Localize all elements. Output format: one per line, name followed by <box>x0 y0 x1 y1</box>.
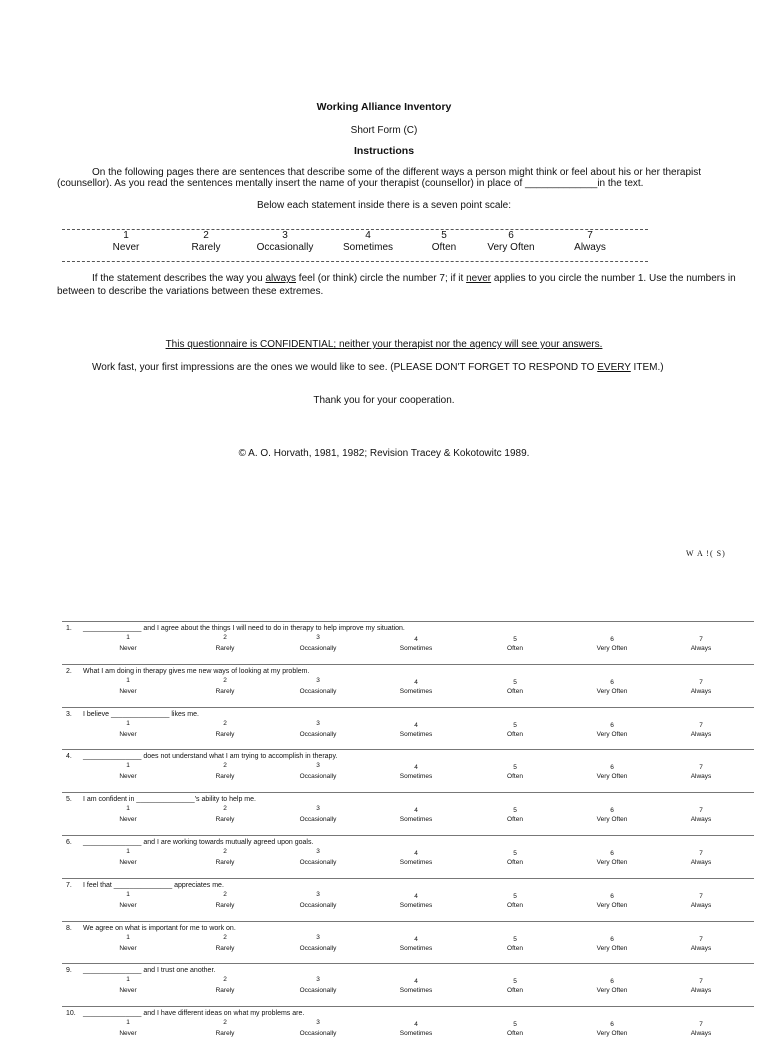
item-scale-label: Very Often <box>596 773 628 781</box>
item-scale-label: Always <box>690 901 712 909</box>
item-scale-option[interactable]: 6 <box>610 935 614 943</box>
scale-number: 2 <box>203 230 209 241</box>
item-scale-label: Rarely <box>215 687 235 695</box>
scale-number: 3 <box>282 230 288 241</box>
work-fast-note <box>92 362 664 374</box>
item-scale-label: Always <box>690 987 712 995</box>
item-scale-label: Very Often <box>596 816 628 824</box>
item-number: 3. <box>66 710 72 718</box>
item-scale-label: Very Often <box>596 730 628 738</box>
item-rule <box>62 749 754 750</box>
item-scale-label: Often <box>507 944 523 952</box>
scale-label: Sometimes <box>342 242 393 253</box>
item-scale-option[interactable]: 5 <box>513 978 517 986</box>
item-scale-label: Always <box>690 687 712 695</box>
item-number: 6. <box>66 839 72 846</box>
item-scale-label: Never <box>119 944 137 952</box>
circle-instruction <box>92 273 736 285</box>
item-scale-label: Sometimes <box>399 773 433 781</box>
item-scale-label: Very Often <box>596 859 628 866</box>
item-scale-option[interactable]: 6 <box>610 807 614 815</box>
item-scale-option[interactable]: 3 <box>316 634 320 641</box>
item-scale-option[interactable]: 3 <box>316 1019 320 1027</box>
item-scale-option[interactable]: 4 <box>414 1021 418 1029</box>
item-scale-label: Sometimes <box>399 730 433 738</box>
item-scale-option[interactable]: 7 <box>699 892 703 900</box>
item-statement: _______________ does not understand what I am trying to accomplish in therapy. <box>83 753 338 761</box>
item-rule <box>62 621 754 622</box>
page-title: Working Alliance Inventory <box>316 101 452 113</box>
item-rule <box>62 835 754 836</box>
item-scale-option[interactable]: 1 <box>126 719 130 727</box>
item-scale-option[interactable]: 3 <box>316 762 320 770</box>
item-scale-option[interactable]: 6 <box>610 892 614 900</box>
item-scale-label: Rarely <box>215 987 235 995</box>
item-scale-option[interactable]: 4 <box>414 764 418 772</box>
item-scale-label: Sometimes <box>399 1030 433 1037</box>
item-scale-label: Rarely <box>215 773 235 781</box>
item-scale-option[interactable]: 1 <box>126 762 130 770</box>
scale-number: 6 <box>508 230 514 241</box>
scale-label: Rarely <box>191 242 221 253</box>
item-statement: We agree on what is important for me to work on. <box>83 924 236 932</box>
item-scale-label: Never <box>119 816 137 824</box>
item-scale-label: Rarely <box>215 859 235 866</box>
scale-number: 4 <box>365 230 371 241</box>
item-scale-label: Always <box>690 859 712 866</box>
item-scale-label: Never <box>119 730 137 738</box>
item-scale-label: Very Often <box>596 944 628 952</box>
item-scale-option[interactable]: 7 <box>699 978 703 986</box>
copyright-note: © A. O. Horvath, 1981, 1982; Revision Tracey & Kokotowitc 1989. <box>238 448 530 459</box>
item-scale-label: Always <box>690 730 712 738</box>
item-number: 10. <box>66 1010 76 1018</box>
item-scale-option[interactable]: 1 <box>126 805 130 813</box>
item-scale-label: Never <box>119 901 137 909</box>
item-scale-option[interactable]: 6 <box>610 1021 614 1029</box>
item-scale-option[interactable]: 2 <box>223 933 227 941</box>
intro-line-2: (counsellor). As you read the sentences mentally insert the name of your therapist (counsellor) in place of _____________in the text. <box>57 178 644 189</box>
item-number: 1. <box>66 625 72 632</box>
item-scale-option[interactable]: 5 <box>513 636 517 643</box>
item-number: 5. <box>66 796 72 804</box>
item-scale-option[interactable]: 3 <box>316 848 320 855</box>
scale-label: Occasionally <box>256 242 314 253</box>
item-scale-option[interactable]: 1 <box>126 933 130 941</box>
item-scale-option[interactable]: 7 <box>699 807 703 815</box>
item-rule <box>62 792 754 793</box>
scale-intro: Below each statement inside there is a seven point scale: <box>256 200 512 211</box>
item-scale-label: Always <box>690 645 712 652</box>
item-rule <box>62 1006 754 1007</box>
item-scale-option[interactable]: 4 <box>414 935 418 943</box>
item-statement: I feel that _______________ appreciates me. <box>83 881 224 889</box>
item-scale-label: Very Often <box>596 687 628 695</box>
item-scale-option[interactable]: 4 <box>414 636 418 643</box>
item-scale-label: Never <box>119 859 137 866</box>
item-scale-label: Sometimes <box>399 645 433 652</box>
item-scale-option[interactable]: 7 <box>699 764 703 772</box>
item-scale-label: Sometimes <box>399 987 433 995</box>
item-scale-label: Often <box>507 687 523 695</box>
circle-instruction-line-2: between to describe the variations between these extremes. <box>57 286 324 297</box>
item-scale-label: Rarely <box>215 944 235 952</box>
item-scale-option[interactable]: 4 <box>414 850 418 857</box>
item-scale-option[interactable]: 1 <box>126 976 130 984</box>
item-scale-option[interactable]: 3 <box>316 890 320 898</box>
item-scale-option[interactable]: 7 <box>699 636 703 643</box>
item-scale-option[interactable]: 6 <box>610 636 614 643</box>
item-scale-label: Never <box>119 687 137 695</box>
item-scale-option[interactable]: 1 <box>126 848 130 855</box>
item-scale-option[interactable]: 5 <box>513 892 517 900</box>
item-number: 7. <box>66 881 72 889</box>
item-scale-option[interactable]: 2 <box>223 805 227 813</box>
item-scale-option[interactable]: 2 <box>223 1019 227 1027</box>
item-rule <box>62 921 754 922</box>
item-statement: _______________ and I trust one another. <box>83 967 216 975</box>
item-scale-option[interactable]: 4 <box>414 807 418 815</box>
item-scale-option[interactable]: 3 <box>316 933 320 941</box>
scale-label: Very Often <box>487 242 535 253</box>
item-scale-option[interactable]: 2 <box>223 890 227 898</box>
scale-bottom-rule <box>62 261 648 262</box>
work-fast-text-b: ITEM.) <box>630 362 664 373</box>
item-number: 4. <box>66 753 72 761</box>
item-statement: I am confident in _______________'s ability to help me. <box>83 796 256 804</box>
item-scale-option[interactable]: 2 <box>223 762 227 770</box>
item-scale-option[interactable]: 4 <box>414 721 418 729</box>
item-scale-label: Always <box>690 1030 712 1037</box>
circle-text-a: If the statement describes the way you <box>92 273 266 284</box>
item-rule <box>62 878 754 879</box>
item-scale-label: Very Often <box>596 645 628 652</box>
item-scale-label: Sometimes <box>399 859 433 866</box>
item-scale-option[interactable]: 2 <box>223 848 227 855</box>
never-emphasis: never <box>466 273 492 284</box>
item-scale-option[interactable]: 5 <box>513 935 517 943</box>
item-scale-option[interactable]: 3 <box>316 805 320 813</box>
item-scale-label: Rarely <box>215 1030 235 1037</box>
item-scale-option[interactable]: 7 <box>699 850 703 857</box>
item-scale-option[interactable]: 1 <box>126 676 130 684</box>
item-rule <box>62 664 754 665</box>
item-scale-label: Rarely <box>215 816 235 824</box>
item-scale-option[interactable]: 7 <box>699 935 703 943</box>
item-scale-label: Never <box>119 773 137 781</box>
item-scale-option[interactable]: 4 <box>414 892 418 900</box>
scale-label: Never <box>112 242 140 253</box>
item-scale-option[interactable]: 2 <box>223 976 227 984</box>
item-scale-label: Very Often <box>596 1030 628 1037</box>
work-fast-text-a: Work fast, your first impressions are the ones we would like to see. (PLEASE DON'T FORGET TO RESPOND TO <box>92 362 598 373</box>
item-scale-option[interactable]: 1 <box>126 890 130 898</box>
item-scale-label: Occasionally <box>299 901 337 909</box>
item-scale-label: Often <box>507 773 523 781</box>
intro-line-1: On the following pages there are sentences that describe some of the different ways a person might think or feel about his or her therapist <box>92 167 702 178</box>
item-scale-label: Sometimes <box>399 816 433 824</box>
item-scale-label: Occasionally <box>299 645 337 652</box>
item-scale-label: Always <box>690 944 712 952</box>
item-scale-option[interactable]: 7 <box>699 721 703 729</box>
item-scale-option[interactable]: 5 <box>513 721 517 729</box>
item-scale-label: Often <box>507 1030 523 1037</box>
item-scale-label: Occasionally <box>299 987 337 995</box>
item-scale-label: Rarely <box>215 645 235 652</box>
item-scale-option[interactable]: 6 <box>610 678 614 686</box>
item-number: 2. <box>66 667 72 675</box>
item-scale-label: Sometimes <box>399 901 433 909</box>
item-scale-option[interactable]: 3 <box>316 676 320 684</box>
item-scale-option[interactable]: 3 <box>316 719 320 727</box>
item-scale-label: Occasionally <box>299 859 337 866</box>
item-scale-label: Never <box>119 1030 137 1037</box>
item-scale-label: Occasionally <box>299 1030 337 1037</box>
item-scale-label: Occasionally <box>299 816 337 824</box>
item-scale-option[interactable]: 2 <box>223 676 227 684</box>
item-scale-option[interactable]: 4 <box>414 678 418 686</box>
item-scale-label: Occasionally <box>299 773 337 781</box>
item-scale-label: Often <box>507 859 523 866</box>
item-scale-option[interactable]: 1 <box>126 1019 130 1027</box>
item-scale-option[interactable]: 2 <box>223 719 227 727</box>
item-scale-label: Occasionally <box>299 730 337 738</box>
section-heading: Instructions <box>353 145 415 157</box>
item-scale-label: Always <box>690 773 712 781</box>
item-scale-label: Often <box>507 901 523 909</box>
item-statement: _______________ and I are working towards mutually agreed upon goals. <box>83 839 314 846</box>
item-statement: I believe _______________ likes me. <box>83 710 199 718</box>
item-statement: What I am doing in therapy gives me new ways of looking at my problem. <box>83 667 310 675</box>
item-scale-label: Occasionally <box>299 687 337 695</box>
item-scale-label: Often <box>507 645 523 652</box>
item-scale-option[interactable]: 4 <box>414 978 418 986</box>
confidential-notice: This questionnaire is CONFIDENTIAL; neither your therapist nor the agency will see your answers. <box>165 339 603 350</box>
item-number: 9. <box>66 967 72 975</box>
item-scale-option[interactable]: 6 <box>610 721 614 729</box>
item-scale-option[interactable]: 5 <box>513 807 517 815</box>
page-subtitle: Short Form (C) <box>350 125 418 136</box>
item-scale-label: Never <box>119 987 137 995</box>
every-emphasis: EVERY <box>597 362 631 373</box>
item-scale-option[interactable]: 6 <box>610 850 614 857</box>
item-rule <box>62 963 754 964</box>
circle-text-b: feel (or think) circle the number 7; if it <box>296 273 467 284</box>
scale-label: Always <box>574 242 606 253</box>
scale-label: Often <box>431 242 457 253</box>
item-scale-option[interactable]: 1 <box>126 634 130 641</box>
item-scale-option[interactable]: 2 <box>223 634 227 641</box>
circle-text-c: applies to you circle the number 1. Use the numbers in <box>491 273 736 284</box>
item-scale-label: Rarely <box>215 730 235 738</box>
item-scale-option[interactable]: 5 <box>513 850 517 857</box>
item-scale-label: Very Often <box>596 987 628 995</box>
item-statement: _______________ and I have different ideas on what my problems are. <box>83 1010 305 1018</box>
item-rule <box>62 707 754 708</box>
item-scale-option[interactable]: 5 <box>513 678 517 686</box>
item-scale-option[interactable]: 5 <box>513 764 517 772</box>
item-scale-label: Sometimes <box>399 944 433 952</box>
item-scale-label: Never <box>119 645 137 652</box>
scale-number: 5 <box>441 230 447 241</box>
item-scale-option[interactable]: 7 <box>699 678 703 686</box>
scale-number: 1 <box>123 230 129 241</box>
always-emphasis: always <box>265 273 297 284</box>
thanks-note: Thank you for your cooperation. <box>313 395 455 406</box>
item-number: 8. <box>66 924 72 932</box>
item-scale-option[interactable]: 7 <box>699 1021 703 1029</box>
item-scale-label: Always <box>690 816 712 824</box>
item-scale-label: Often <box>507 816 523 824</box>
item-scale-label: Often <box>507 987 523 995</box>
item-scale-label: Often <box>507 730 523 738</box>
item-scale-label: Very Often <box>596 901 628 909</box>
item-scale-option[interactable]: 6 <box>610 764 614 772</box>
scale-number: 7 <box>587 230 593 241</box>
item-scale-label: Sometimes <box>399 687 433 695</box>
item-scale-label: Occasionally <box>299 944 337 952</box>
item-scale-option[interactable]: 5 <box>513 1021 517 1029</box>
item-scale-option[interactable]: 6 <box>610 978 614 986</box>
item-scale-option[interactable]: 3 <box>316 976 320 984</box>
form-code: W A !( S) <box>686 549 726 558</box>
item-scale-label: Rarely <box>215 901 235 909</box>
item-statement: _______________ and I agree about the things I will need to do in therapy to help improve my situation. <box>83 625 405 632</box>
